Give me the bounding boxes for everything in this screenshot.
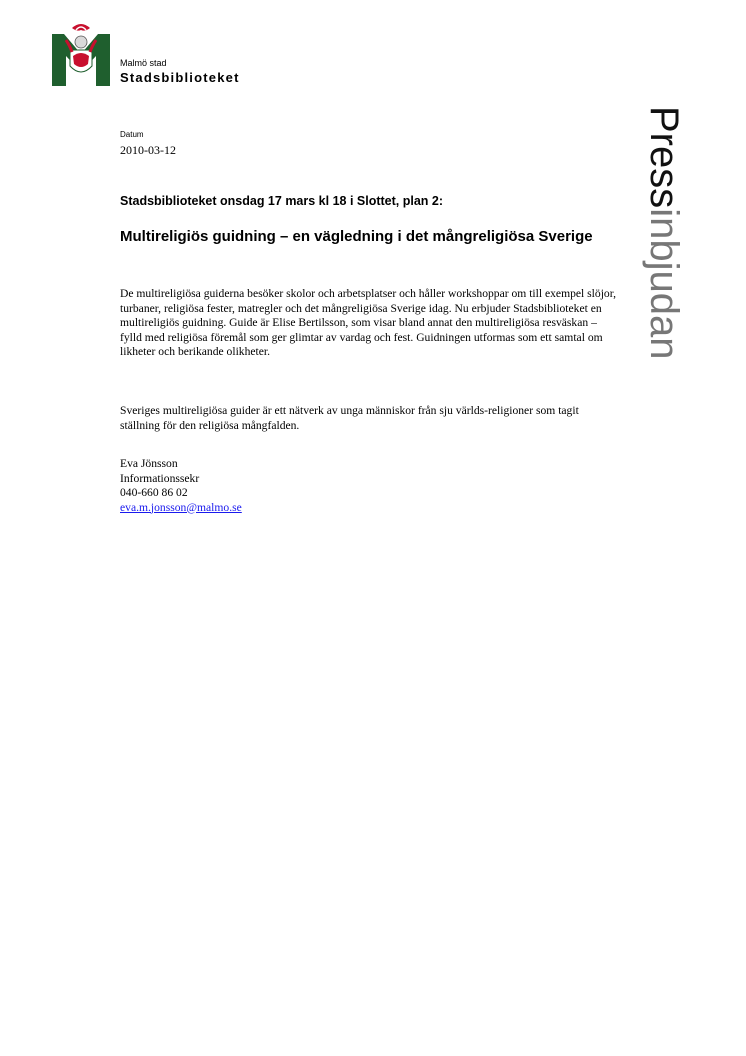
contact-email-link[interactable]: eva.m.jonsson@malmo.se (120, 500, 242, 514)
press-headline: Multireligiös guidning – en vägledning i det mångreligiösa Sverige (120, 228, 593, 245)
contact-block (120, 457, 242, 515)
coat-of-arms-icon (52, 20, 110, 86)
org-name-small: Malmö stad (120, 58, 167, 68)
body-paragraph-1: De multireligiösa guiderna besöker skolor och arbetsplatser och håller workshoppar om till exempel slöjor, turbaner, religiösa fester, matregler och det mångreligiösa Sverige idag. Nu erbjuder Stadsbiblioteket en multireligiös guidning. Guide är Elise Bertilsson, som visar bland annat den multireligiösa resväskan – fylld med religiösa föremål som ger glimtar av vardag och fest. Guidningen utformas som ett samtal om likheter och berikande olikheter. (120, 287, 617, 358)
date-value: 2010-03-12 (120, 143, 176, 157)
org-name-title: Stadsbiblioteket (120, 70, 240, 85)
side-title-press: Press (642, 106, 686, 209)
body-paragraph-2: Sveriges multireligiösa guider är ett nätverk av unga människor från sju världs-religioner som tagit ställning för den religiösa mångfalden. (120, 404, 579, 432)
date-label: Datum (120, 130, 144, 139)
event-subheading: Stadsbiblioteket onsdag 17 mars kl 18 i Slottet, plan 2: (120, 194, 444, 208)
side-title-inbjudan: inbjudan (642, 208, 686, 360)
contact-phone: 040-660 86 02 (120, 486, 188, 499)
side-title (642, 106, 686, 360)
contact-title: Informationssekr (120, 471, 200, 485)
malmo-stad-logo (52, 20, 110, 86)
contact-name: Eva Jönsson (120, 457, 178, 470)
